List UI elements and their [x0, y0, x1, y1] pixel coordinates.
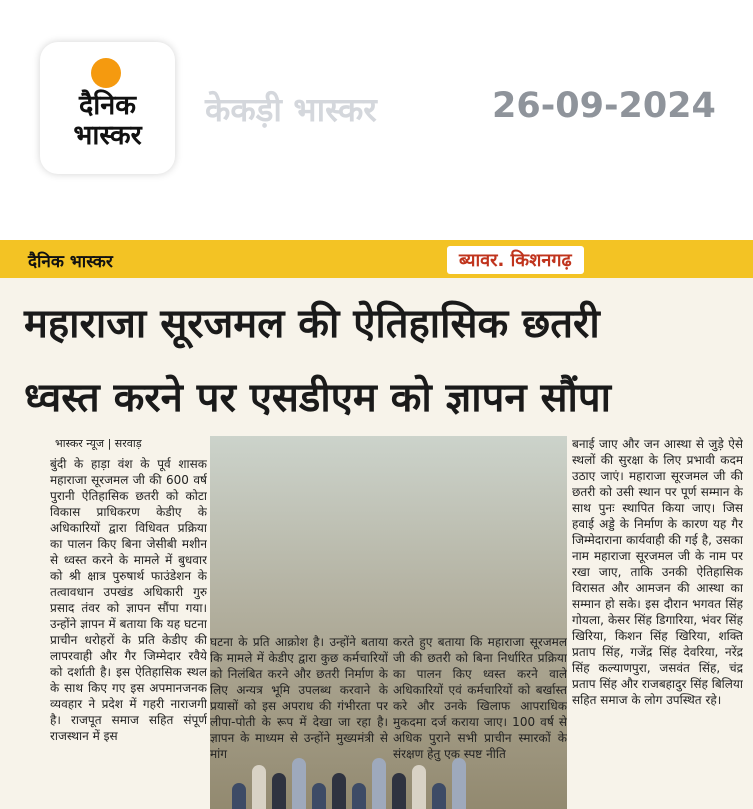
logo-text-line2: भास्कर	[73, 120, 142, 151]
article-column-4: बनाई जाए और जन आस्था से जुड़े ऐसे स्थलों की सुरक्षा के लिए प्रभावी कदम उठाए जाएं। महाराजा सूरजमल जी की छतरी को उसी स्थान पर पूर्ण सम्मान के साथ पुनः स्थापित किया जाए। जिस हवाई अड्डे के निर्माण के कारण यह गैर जिम्मेदाराना कार्यवाही की गई है, उसका नाम महाराजा सूरजमल जी के नाम पर रखा जाए, ताकि उनकी ऐतिहासिक विरासत और आमजन की आस्था का सम्मान हो सके। इस दौरान भगवत सिंह गोयला, केसर सिंह डिगारिया, भंवर सिंह खिरिया, किशन सिंह खिरिया, शक्ति प्रताप सिंह, गजेंद्र सिंह देवरिया, नरेंद्र सिंह कल्याणपुरा, जसवंत सिंह, चंद्र प्रताप सिंह और राजबहादुर सिंह बिलिया सहित समाज के लोग उपस्थित रहे।	[572, 437, 743, 707]
headline-line-2: ध्वस्त करने पर एसडीएम को ज्ञापन सौंपा	[24, 375, 611, 421]
edition-date: 26-09-2024	[492, 86, 716, 126]
section-tag: ब्यावर. किशनगढ़	[447, 246, 584, 274]
band-brand: दैनिक भास्कर	[28, 252, 113, 272]
dainik-bhaskar-logo	[40, 42, 175, 174]
article-column-1: बुंदी के हाड़ा वंश के पूर्व शासक महाराजा सूरजमल जी की 600 वर्ष पुरानी ऐतिहासिक छतरी को कोटा विकास प्राधिकरण केडीए के अधिकारियों द्वारा विधिवत प्रक्रिया का पालन किए बिना जेसीबी मशीन से ध्वस्त करने के मामले में बुधवार को श्री क्षात्र पुरुषार्थ फाउंडेशन के तत्वावधान उपखंड अधिकारी गुरु प्रसाद तंवर को ज्ञापन सौंपा गया। उन्होंने ज्ञापन में बताया कि यह घटना प्राचीन धरोहरों के प्रति केडीए की लापरवाही और गैर जिम्मेदार रवैये को दर्शाती है। इस ऐतिहासिक स्थल के साथ किए गए इस अपमानजनक व्यवहार ने प्रदेश में गहरी नाराजगी है। राजपूत समाज सहित संपूर्ण राजस्थान में इस	[50, 457, 207, 743]
newspaper-clipping	[0, 240, 753, 809]
edition-title: केकड़ी भास्कर	[205, 90, 377, 129]
sun-logo-icon	[91, 58, 121, 88]
article-column-3: करते हुए बताया कि महाराजा सूरजमल जी की छतरी को बिना निर्धारित प्रक्रिया का पालन किए ध्वस्त करने वाले अधिकारियों एवं कर्मचारियों को बर्खास्त करे और उनके खिलाफ आपराधिक मुकदमा दर्ज कराया जाए। 100 वर्ष से अधिक पुराने सभी प्राचीन स्मारकों के संरक्षण हेतु एक स्पष्ट नीति	[393, 635, 567, 761]
logo-text-line1: दैनिक	[78, 90, 137, 121]
article-column-2: घटना के प्रति आक्रोश है। उन्होंने बताया कि मामले में केडीए द्वारा कुछ कर्मचारियों को निलंबित करने और छतरी निर्माण के लिए अन्यत्र भूमि उपलब्ध करवाने के प्रयासों को इस अपराध की गंभीरता पर लीपा-पोती के रूप में देखा जा रहा है। ज्ञापन के माध्यम से उन्होंने मुख्यमंत्री से मांग	[210, 635, 388, 761]
headline-line-1: महाराजा सूरजमल की ऐतिहासिक छतरी	[24, 301, 600, 347]
byline: भास्कर न्यूज | सरवाड़	[55, 437, 142, 450]
section-band	[0, 240, 753, 278]
